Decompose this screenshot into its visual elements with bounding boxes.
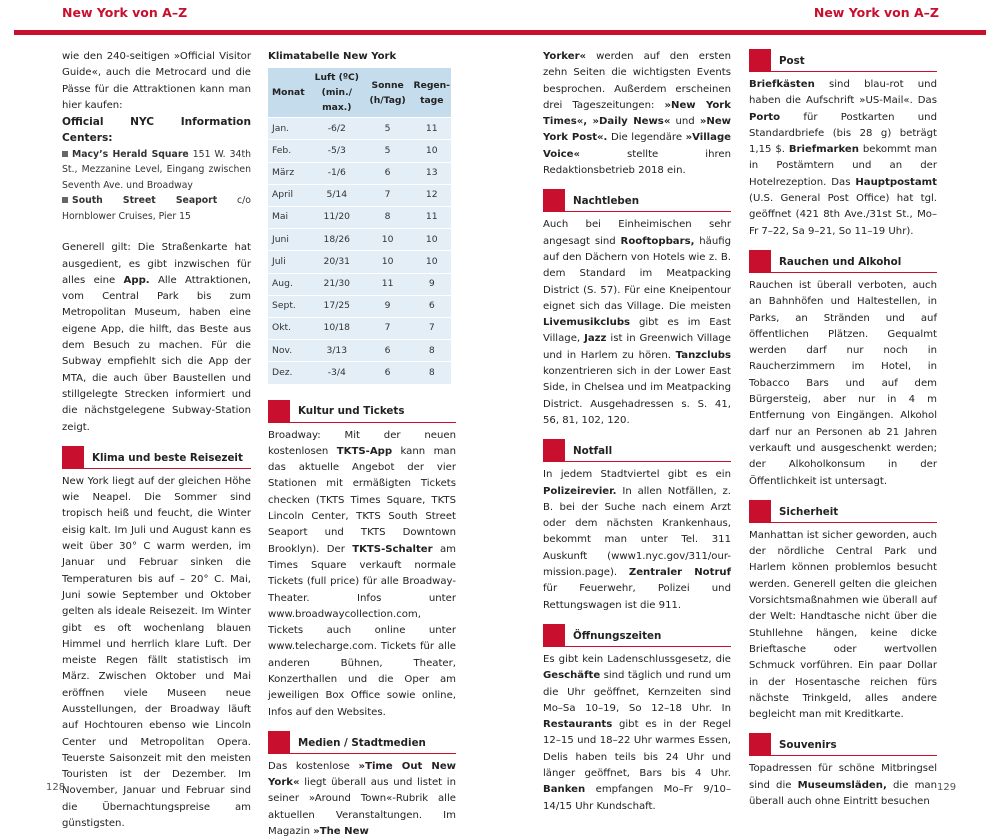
- table-cell: 5: [363, 140, 413, 162]
- table-cell: 5: [363, 118, 413, 140]
- table-row: [268, 118, 451, 140]
- app-text: Generell gilt: Die Straßenkarte hat ausgedient, es gibt inzwischen für alles eine App. Alle Attraktionen, vom Central Park bis zum Metropolitan Museum, haben eine eigene App, die hilft, das Beste aus dem Besuch zu machen. Für die Subway empfiehlt sich die App der MTA, die auch über Baustellen und stillgelegte Strecken informiert und die nächstgelegene Subway-Station zeigt.: [62, 242, 251, 433]
- column-4: [749, 49, 937, 810]
- table-cell: -6/2: [311, 118, 363, 140]
- table-cell: März: [268, 162, 311, 184]
- table-cell: 7: [363, 184, 413, 206]
- info-center-macys: Macy’s Herald Square 151 W. 34th St., Mezzanine Level, Eingang zwischen Seventh Ave. und Broadway: [62, 148, 252, 191]
- table-row: [268, 207, 451, 229]
- table-cell: 10: [413, 251, 451, 273]
- heading-marker-icon: [62, 446, 84, 468]
- section-heading-notfall: Notfall: [543, 439, 731, 462]
- visitor-guide-text: wie den 240-seitigen »Official Visitor Guide«, auch die Metrocard und die Pässe für die Attraktionen kann man hier kaufen:: [62, 51, 251, 111]
- table-row: [268, 317, 451, 339]
- running-head-left: New York von A–Z: [62, 5, 188, 20]
- table-cell: 11: [363, 273, 413, 295]
- table-cell: 8: [363, 207, 413, 229]
- table-cell: April: [268, 184, 311, 206]
- table-cell: Juli: [268, 251, 311, 273]
- section-heading-souvenirs: Souvenirs: [749, 733, 937, 756]
- table-cell: Feb.: [268, 140, 311, 162]
- bullet-icon: [62, 197, 68, 203]
- heading-marker-icon: [268, 731, 290, 753]
- table-cell: 8: [413, 340, 451, 362]
- klima-text: New York liegt auf der gleichen Höhe wie Neapel. Die Sommer sind tropisch heiß und feucht, die Winter eisig kalt. Im Juli und August kann es weit über 30° C warm werden, im Januar und Februar sinken die Temperaturen bis auf – 20° C. Mai, Juni sowie September und Oktober gelten als ideale Reisezeit. Im Winter gibt es oft wochenlang blauen Himmel und herrlich klare Luft. Der meiste Regen fällt statistisch im März. Zwischen Oktober und Mai eröffnen viele Museen neue Ausstellungen, der Broadway läuft auf Hochtouren ebenso wie Lincoln Center und Metropolitan Opera. Teuerste Saisonzeit mit den meisten Touristen ist der Dezember. Im November, Januar und Februar sind die Übernachtungspreise am günstigsten.: [62, 475, 251, 830]
- table-cell: 7: [413, 317, 451, 339]
- section-heading-klima: Klima und beste Reisezeit: [62, 446, 251, 469]
- table-cell: 21/30: [311, 273, 363, 295]
- column-2: [268, 49, 456, 840]
- table-cell: 3/13: [311, 340, 363, 362]
- table-cell: Dez.: [268, 362, 311, 384]
- table-row: [268, 295, 451, 317]
- table-row: [268, 362, 451, 384]
- table-cell: 6: [413, 295, 451, 317]
- table-cell: 6: [363, 362, 413, 384]
- col-header-air: Luft (ºC) (min./ max.): [311, 68, 363, 118]
- table-cell: Aug.: [268, 273, 311, 295]
- table-cell: 9: [363, 295, 413, 317]
- table-cell: Nov.: [268, 340, 311, 362]
- col-header-month: Monat: [268, 68, 311, 118]
- table-cell: -1/6: [311, 162, 363, 184]
- section-heading-medien: Medien / Stadtmedien: [268, 731, 456, 754]
- column-3: [543, 49, 731, 815]
- post-text: Briefkästen sind blau-rot und haben die Aufschrift »US-Mail«. Das Porto für Postkarten und Standardbriefe (bis 28 g) beträgt 1,15 $. Briefmarken bekommt man in Postämtern und an der Hotelrezeption. Das Hauptpostamt (U.S. General Post Office) hat tgl. geöffnet (421 8th Ave./31st St., Mo–Fr 7–22, Sa 9–21, So 11–19 Uhr).: [749, 79, 937, 237]
- table-cell: 20/31: [311, 251, 363, 273]
- heading-marker-icon: [749, 49, 771, 71]
- table-cell: 7: [363, 317, 413, 339]
- oeffnungszeiten-text: Es gibt kein Ladenschlussgesetz, die Geschäfte sind täglich und rund um die Uhr geöffnet, Kernzeiten sind Mo–Sa 10–19, So 12–18 Uhr. In Restaurants gibt es in der Regel 12–15 und 18–22 Uhr warmes Essen, Delis haben teils bis 24 Uhr und länger geöffnet, Bars bis 4 Uhr. Banken empfangen Mo–Fr 9/10–14/15 Uhr Kundschaft.: [543, 653, 731, 812]
- col-header-sun: Sonne (h/Tag): [363, 68, 413, 118]
- table-cell: 13: [413, 162, 451, 184]
- col-header-rain: Regen-tage: [413, 68, 451, 118]
- section-heading-nachtleben: Nachtleben: [543, 189, 731, 212]
- medien-continued-text: Yorker« werden auf den ersten zehn Seiten die wichtigsten Events besprochen. Außerdem erscheinen drei Tageszeitungen: »New York Times«, »Daily News« und »New York Post«. Die legendäre »Village Voice« stellte ihren Redaktionsbetrieb 2018 ein.: [543, 51, 732, 177]
- page-number-left: 128: [46, 782, 66, 793]
- table-cell: 11/20: [311, 207, 363, 229]
- heading-marker-icon: [749, 250, 771, 272]
- table-row: [268, 251, 451, 273]
- right-page: [500, 0, 1000, 812]
- table-cell: 5/14: [311, 184, 363, 206]
- heading-marker-icon: [749, 500, 771, 522]
- table-cell: 10: [413, 140, 451, 162]
- section-heading-post: Post: [749, 49, 937, 72]
- table-cell: -3/4: [311, 362, 363, 384]
- table-row: [268, 162, 451, 184]
- table-cell: Sept.: [268, 295, 311, 317]
- table-cell: 10: [363, 229, 413, 251]
- table-cell: Juni: [268, 229, 311, 251]
- nachtleben-text: Auch bei Einheimischen sehr angesagt sind Rooftopbars, häufig auf den Dächern von Hotels wie z. B. dem Standard im Meatpacking District (S. 57). Für eine Kneipentour eignet sich das Village. Die meisten Livemusikclubs gibt es im East Village, Jazz ist in Greenwich Village und in Harlem zu hören. Tanzclubs konzentrieren sich in der Lower East Side, in Chelsea und im Meatpacking District. Ausgehadressen s. S. 41, 56, 81, 102, 120.: [543, 219, 732, 426]
- table-cell: 6: [363, 340, 413, 362]
- table-cell: 10: [413, 229, 451, 251]
- bullet-icon: [62, 151, 68, 157]
- column-1: [62, 49, 251, 832]
- notfall-text: In jedem Stadtviertel gibt es ein Polizeirevier. In allen Notfällen, z. B. bei der Suche nach einem Arzt oder dem nächsten Krankenhaus, bekommt man unter Tel. 311 Auskunft (www1.nyc.gov/311/our-mission.page). Zentraler Notruf für Feuerwehr, Polizei und Rettungswagen ist die 911.: [543, 469, 731, 611]
- section-heading-rauchen: Rauchen und Alkohol: [749, 250, 937, 273]
- kultur-text: Broadway: Mit der neuen kostenlosen TKTS-App kann man das aktuelle Angebot der vier Stationen mit ermäßigten Tickets checken (TKTS Times Square, TKTS Lincoln Center, TKTS South Street Seaport und TKTS Downtown Brooklyn). Der TKTS-Schalter am Times Square verkauft normale Tickets (full price) für alle Broadway-Theater. Infos unter www.broadwaycollection.com, Tickets auch online unter www.telecharge.com. Tickets für alle anderen Bühnen, Theater, Konzerthallen und die Oper am jeweiligen Box Office sowie online, Infos auf den Websites.: [268, 429, 457, 718]
- left-page: [0, 0, 500, 838]
- table-cell: 8: [413, 362, 451, 384]
- table-cell: Mai: [268, 207, 311, 229]
- table-cell: 18/26: [311, 229, 363, 251]
- table-cell: 10: [363, 251, 413, 273]
- souvenirs-text: Topadressen für schöne Mitbringsel sind die Museumsläden, die man überall auch ohne Eintritt besuchen: [749, 763, 937, 807]
- table-cell: 12: [413, 184, 451, 206]
- table-cell: Okt.: [268, 317, 311, 339]
- medien-text: Das kostenlose »Time Out New York« liegt überall aus und listet in seiner »Around Town«-Rubrik alle aktuellen Veranstaltungen. Im Magazin »The New: [268, 760, 456, 838]
- header-rule-right: [500, 30, 986, 35]
- section-heading-kultur: Kultur und Tickets: [268, 400, 456, 423]
- heading-marker-icon: [543, 624, 565, 646]
- climate-table-header: [268, 68, 451, 118]
- table-cell: -5/3: [311, 140, 363, 162]
- sicherheit-text: Manhattan ist sicher geworden, auch der nördliche Central Park und Harlem können problemlos besucht werden. Generell gelten die gleichen Vorsichtsmaßnahmen wie überall auf der Welt: Handtasche nicht über die Stuhllehne hängen, keine dicke Brieftasche oder wertvollen Schmuck vorführen. Ein paar Dollar in der Hosentasche reichen fürs nächste Trinkgeld, alles andere begleicht man mit Kreditkarte.: [749, 529, 937, 721]
- info-centers-title: Official NYC Information Centers:: [62, 116, 251, 145]
- table-row: [268, 340, 451, 362]
- heading-marker-icon: [749, 733, 771, 755]
- section-heading-oeffnungszeiten: Öffnungszeiten: [543, 624, 731, 647]
- climate-table-body: [268, 118, 451, 384]
- running-head-right: New York von A–Z: [813, 5, 939, 20]
- table-row: [268, 229, 451, 251]
- page-number-right: 129: [937, 782, 957, 793]
- table-cell: 11: [413, 118, 451, 140]
- section-heading-sicherheit: Sicherheit: [749, 500, 937, 523]
- heading-marker-icon: [268, 400, 290, 422]
- climate-table: [268, 68, 451, 383]
- rauchen-text: Rauchen ist überall verboten, auch an Bahnhöfen und Haltestellen, in Parks, an Stränden und auf öffentlichen Plätzen. Gequalmt werden darf nur noch in Raucherzimmern im Hotel, in Tobacco Bars und auf dem Bürgersteig, aber nur in 4 m Entfernung von Eingängen. Alkohol darf nur an Personen ab 21 Jahren verkauft und ausgeschenkt werden; der Alkoholkonsum in der Öffentlichkeit ist untersagt.: [749, 279, 937, 487]
- header-rule-left: [14, 30, 500, 35]
- table-cell: 17/25: [311, 295, 363, 317]
- table-row: [268, 273, 451, 295]
- climate-table-title: Klimatabelle New York: [268, 51, 397, 62]
- table-cell: 10/18: [311, 317, 363, 339]
- info-center-seaport: South Street Seaport c/o Hornblower Cruises, Pier 15: [62, 195, 251, 222]
- table-cell: 9: [413, 273, 451, 295]
- table-cell: 6: [363, 162, 413, 184]
- table-cell: Jan.: [268, 118, 311, 140]
- table-cell: 11: [413, 207, 451, 229]
- heading-marker-icon: [543, 189, 565, 211]
- table-row: [268, 140, 451, 162]
- table-row: [268, 184, 451, 206]
- heading-marker-icon: [543, 439, 565, 461]
